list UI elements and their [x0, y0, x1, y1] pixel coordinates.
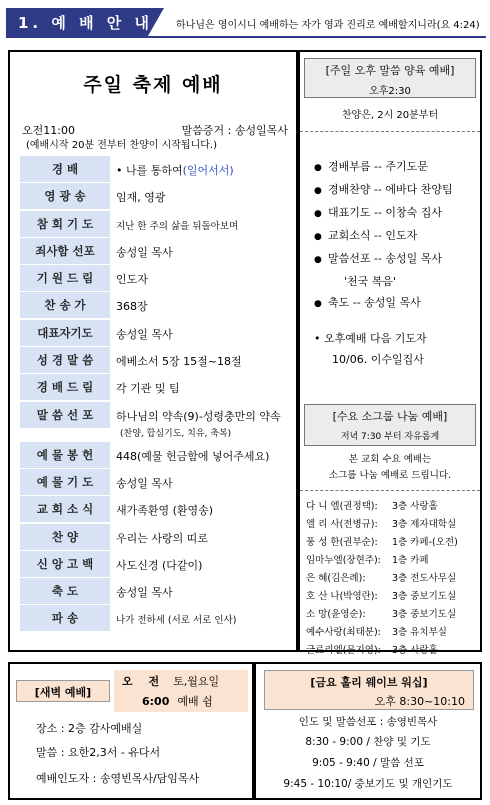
- side-services-panel: [298, 50, 482, 656]
- next-prayer: [314, 328, 427, 370]
- order-label: 교 회 소 식: [20, 496, 110, 522]
- order-row: [20, 320, 292, 347]
- order-label: 죄사함 선포: [20, 238, 110, 264]
- dawn-time-box: [114, 670, 248, 712]
- order-label: 대표자기도: [20, 320, 110, 346]
- order-row: [20, 156, 292, 183]
- dawn-leader: 예배인도자 : 송영빈목사/담임목사: [36, 772, 200, 785]
- order-value: 지난 한 주의 삶을 뒤돌아보며: [116, 220, 239, 232]
- small-groups: [306, 498, 458, 660]
- order-label: 참 회 기 도: [20, 211, 110, 237]
- group-row: 임마누엘(장현주): 1층 카페: [306, 555, 429, 566]
- next-prayer-value: 10/06. 이수일집사: [332, 353, 424, 366]
- group-row: 은 혜(김은례): 3층 전도사무실: [306, 573, 457, 584]
- order-value: 임재, 영광: [116, 191, 166, 205]
- dawn-place: 장소 : 2층 감사예배실: [36, 722, 143, 735]
- order-value: 우리는 사랑의 띠로: [116, 531, 209, 545]
- dawn-scripture: 말씀 : 요한2,3서 - 유다서: [36, 746, 161, 759]
- list-item: ● 축도 -- 송성일 목사: [314, 296, 421, 309]
- order-row: [20, 183, 292, 210]
- service-preacher: 말씀증거 : 송성일목사: [181, 124, 288, 137]
- order-row: [20, 442, 292, 469]
- order-label: 신 앙 고 백: [20, 551, 110, 577]
- afternoon-order: [314, 156, 453, 315]
- order-row: [20, 292, 292, 319]
- dawn-time: 6:00: [142, 695, 170, 708]
- dawn-service-panel: [8, 662, 254, 800]
- list-item: ● 경배부름 -- 주기도문: [314, 160, 428, 173]
- order-value: 인도자: [116, 273, 148, 287]
- service-time: 오전11:00: [22, 124, 75, 137]
- order-row: [20, 347, 292, 374]
- list-item: ● 대표기도 -- 이창숙 집사: [314, 206, 443, 219]
- order-row: [20, 469, 292, 496]
- friday-leader: 인도 및 말씀선포 : 송영빈목사: [298, 716, 438, 728]
- friday-time: 오후 8:30~10:10: [374, 695, 465, 708]
- list-item: ● 말씀선포 -- 송성일 목사: [314, 252, 443, 265]
- order-label: 경 배 드 림: [20, 374, 110, 400]
- order-subvalue: (찬양, 합심기도, 치유, 축복): [120, 428, 232, 439]
- header-verse: 하나님은 영이시니 예배하는 자가 영과 진리로 예배할지니라(요 4:24): [176, 20, 480, 31]
- wednesday-title: [수요 소그룹 나눔 예배]: [332, 410, 448, 423]
- order-label: 기 원 드 림: [20, 265, 110, 291]
- order-row: [20, 524, 292, 551]
- dawn-title: [새벽 예배]: [16, 680, 110, 702]
- order-value: 송성일 목사: [116, 476, 173, 490]
- order-label: 말 씀 선 포: [20, 402, 110, 428]
- order-value: • 나를 통하여(일어서서): [116, 164, 234, 177]
- order-row: [20, 496, 292, 523]
- list-item: ● 경배찬양 -- 에바다 찬양팀: [314, 183, 453, 196]
- order-label: 예 물 봉 헌: [20, 442, 110, 468]
- wednesday-note: 본 교회 수요 예배는 소그룹 나눔 예배로 드립니다.: [300, 452, 480, 491]
- order-value: 송성일 목사: [116, 327, 173, 341]
- order-of-service: [20, 156, 292, 633]
- dawn-rest: 예배 쉼: [177, 695, 213, 708]
- afternoon-header: [304, 58, 476, 98]
- afternoon-title: [주일 오후 말씀 양육 예배]: [325, 64, 455, 77]
- order-value: 송성일 목사: [116, 586, 173, 600]
- order-value: 송성일 목사: [116, 245, 173, 259]
- sermon-title: '천국 복음': [344, 275, 397, 288]
- order-label: 경 배: [20, 156, 110, 182]
- order-label: 찬 송 가: [20, 292, 110, 318]
- service-notice: (예배시작 20분 전부터 찬양이 시작됩니다.): [26, 140, 217, 151]
- order-label: 영 광 송: [20, 183, 110, 209]
- order-value: 368장: [116, 300, 148, 314]
- friday-schedule-3: 9:45 - 10:10/ 중보기도 및 개인기도: [283, 778, 453, 790]
- sunday-service-panel: [8, 50, 298, 652]
- order-value: 하나님의 약속(9)-성령충만의 약속: [116, 409, 281, 423]
- next-prayer-title: • 오후예배 다음 기도자: [314, 332, 427, 345]
- friday-worship-panel: [254, 662, 482, 800]
- friday-schedule-2: 9:05 - 9:40 / 말씀 선포: [312, 757, 424, 769]
- order-value: 나가 전하세 (서로 서로 인사): [116, 615, 237, 627]
- order-value: 새가족환영 (환영송): [116, 504, 214, 518]
- service-title: 주일 축제 예배: [83, 74, 223, 96]
- group-row: 소 망(윤영순): 3층 중보기도실: [306, 609, 457, 620]
- order-row: [20, 402, 292, 442]
- group-row: 풍 성 한(권부순): 1층 카페-(오전): [306, 537, 458, 548]
- order-label: 파 송: [20, 605, 110, 631]
- wednesday-time: 저녁 7:30 부터 자유롭게: [340, 432, 440, 442]
- order-value: 448(예물 헌금함에 넣어주세요): [116, 449, 270, 463]
- order-row: [20, 238, 292, 265]
- order-row: [20, 374, 292, 401]
- group-row: 엘 리 사(전병규): 3층 제자대학실: [306, 519, 457, 530]
- group-row: 예수사랑(최태분): 3층 유치부실: [306, 627, 447, 638]
- afternoon-time: 오후2:30: [369, 86, 411, 97]
- order-row: [20, 578, 292, 605]
- order-row: [20, 211, 292, 238]
- header: [0, 0, 490, 42]
- list-item: ● 교회소식 -- 인도자: [314, 229, 418, 242]
- order-row: [20, 265, 292, 292]
- group-row: 다 니 엘(권정택): 3층 사랑홀: [306, 501, 438, 512]
- order-label: 성 경 말 씀: [20, 347, 110, 373]
- section-tab: 1. 예 배 안 내: [6, 8, 164, 36]
- group-row: 글로리엘(문지영): 3층 사랑홀: [306, 645, 438, 656]
- order-label: 찬 양: [20, 524, 110, 550]
- order-value: 사도신경 (다같이): [116, 558, 203, 572]
- tab-notch: [148, 8, 164, 36]
- afternoon-praise: 찬양은, 2시 20분부터: [300, 100, 480, 132]
- friday-header: [264, 670, 474, 710]
- order-value: 에베소서 5장 15절~18절: [116, 355, 242, 369]
- wednesday-header: [304, 404, 476, 446]
- group-row: 호 산 나(박영란): 3층 중보기도실: [306, 591, 457, 602]
- header-rule: [6, 36, 486, 38]
- dawn-days: 토,월요일: [173, 675, 220, 688]
- order-value: 각 기관 및 팀: [116, 382, 180, 396]
- dawn-am: 오 전: [122, 675, 166, 688]
- order-row: [20, 605, 292, 632]
- friday-title: [금요 홀리 웨이브 워십]: [310, 676, 428, 689]
- friday-schedule-1: 8:30 - 9:00 / 찬양 및 기도: [305, 736, 431, 748]
- order-label: 예 물 기 도: [20, 469, 110, 495]
- order-row: [20, 551, 292, 578]
- order-label: 축 도: [20, 578, 110, 604]
